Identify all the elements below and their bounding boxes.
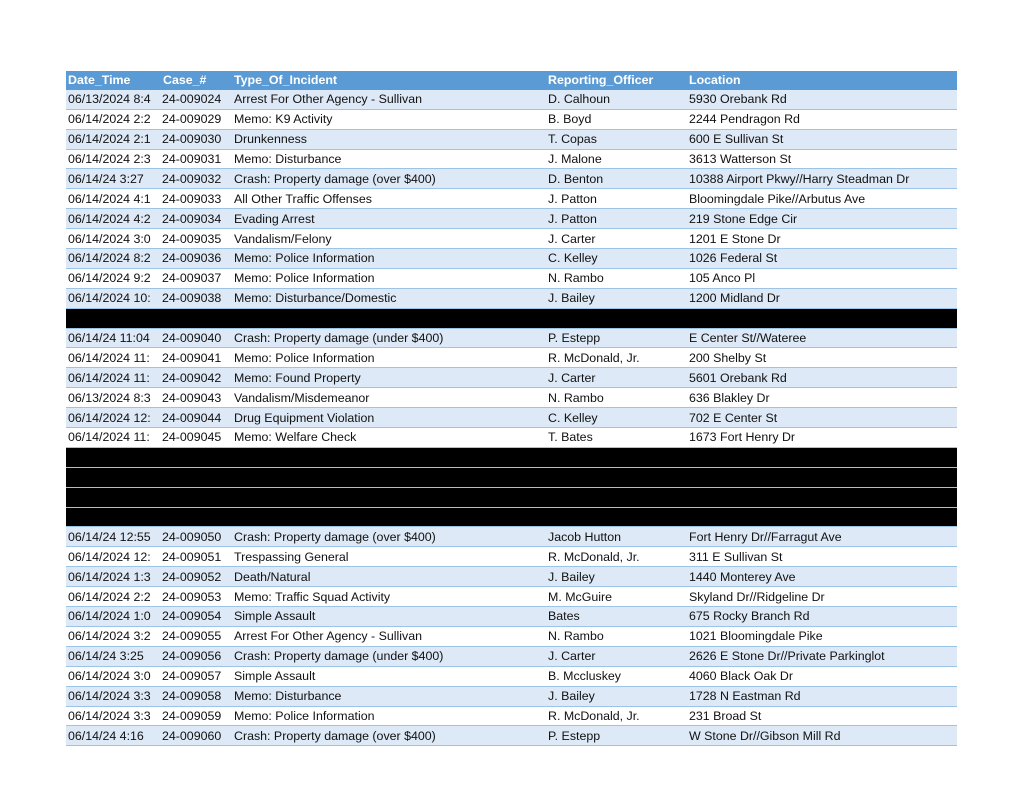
cell-type-of-incident: Memo: K9 Activity	[232, 109, 546, 129]
cell-date-time: 06/14/2024 2:2	[66, 109, 161, 129]
redacted-row	[66, 487, 957, 507]
cell-case-number: 24-009056	[161, 646, 232, 666]
cell-date-time: 06/14/24 11:04	[66, 328, 161, 348]
table-row	[66, 368, 957, 388]
cell-reporting-officer: C. Kelley	[546, 249, 687, 269]
table-row	[66, 726, 957, 746]
cell-case-number: 24-009059	[161, 706, 232, 726]
table-row	[66, 587, 957, 607]
cell-type-of-incident: Memo: Police Information	[232, 268, 546, 288]
cell-location: 675 Rocky Branch Rd	[687, 607, 957, 627]
cell-location: 1440 Monterey Ave	[687, 567, 957, 587]
cell-type-of-incident: Arrest For Other Agency - Sullivan	[232, 90, 546, 109]
table-row	[66, 90, 957, 109]
cell-date-time: 06/14/2024 12:	[66, 408, 161, 428]
cell-date-time: 06/13/2024 8:4	[66, 90, 161, 109]
cell-location: Bloomingdale Pike//Arbutus Ave	[687, 189, 957, 209]
cell-case-number: 24-009050	[161, 527, 232, 547]
cell-case-number: 24-009055	[161, 626, 232, 646]
cell-date-time: 06/14/2024 3:0	[66, 666, 161, 686]
cell-type-of-incident: Drug Equipment Violation	[232, 408, 546, 428]
redaction-bar	[546, 487, 687, 507]
cell-case-number: 24-009024	[161, 90, 232, 109]
cell-case-number: 24-009038	[161, 288, 232, 308]
cell-case-number: 24-009044	[161, 408, 232, 428]
redaction-bar	[546, 507, 687, 527]
cell-type-of-incident: Evading Arrest	[232, 209, 546, 229]
cell-reporting-officer: M. McGuire	[546, 587, 687, 607]
table-row	[66, 686, 957, 706]
cell-reporting-officer: J. Patton	[546, 189, 687, 209]
cell-case-number: 24-009045	[161, 428, 232, 448]
cell-type-of-incident: Memo: Disturbance/Domestic	[232, 288, 546, 308]
cell-case-number: 24-009043	[161, 388, 232, 408]
redaction-bar	[232, 308, 546, 328]
cell-reporting-officer: R. McDonald, Jr.	[546, 706, 687, 726]
header-case-number: Case_#	[161, 71, 232, 90]
table-row	[66, 249, 957, 269]
cell-location: 600 E Sullivan St	[687, 129, 957, 149]
cell-case-number: 24-009051	[161, 547, 232, 567]
redaction-bar	[66, 447, 161, 467]
table-row	[66, 527, 957, 547]
cell-location: 1673 Fort Henry Dr	[687, 428, 957, 448]
header-location: Location	[687, 71, 957, 90]
redaction-bar	[66, 507, 161, 527]
cell-location: 200 Shelby St	[687, 348, 957, 368]
table-row	[66, 229, 957, 249]
incident-table	[66, 71, 957, 746]
cell-case-number: 24-009037	[161, 268, 232, 288]
cell-type-of-incident: Memo: Welfare Check	[232, 428, 546, 448]
table-row	[66, 567, 957, 587]
redaction-bar	[687, 507, 957, 527]
cell-case-number: 24-009057	[161, 666, 232, 686]
cell-reporting-officer: J. Bailey	[546, 567, 687, 587]
table-row	[66, 666, 957, 686]
cell-reporting-officer: N. Rambo	[546, 626, 687, 646]
cell-reporting-officer: D. Calhoun	[546, 90, 687, 109]
cell-date-time: 06/14/2024 2:3	[66, 149, 161, 169]
cell-date-time: 06/14/2024 3:0	[66, 229, 161, 249]
cell-case-number: 24-009040	[161, 328, 232, 348]
cell-reporting-officer: J. Patton	[546, 209, 687, 229]
table-header	[66, 71, 957, 90]
redaction-bar	[687, 447, 957, 467]
cell-reporting-officer: R. McDonald, Jr.	[546, 547, 687, 567]
table-row	[66, 129, 957, 149]
cell-reporting-officer: J. Bailey	[546, 686, 687, 706]
cell-location: 2244 Pendragon Rd	[687, 109, 957, 129]
cell-type-of-incident: Crash: Property damage (under $400)	[232, 646, 546, 666]
header-type-of-incident: Type_Of_Incident	[232, 71, 546, 90]
cell-case-number: 24-009053	[161, 587, 232, 607]
table-row	[66, 646, 957, 666]
cell-location: E Center St//Wateree	[687, 328, 957, 348]
cell-reporting-officer: J. Carter	[546, 646, 687, 666]
cell-location: 10388 Airport Pkwy//Harry Steadman Dr	[687, 169, 957, 189]
cell-case-number: 24-009054	[161, 607, 232, 627]
cell-case-number: 24-009042	[161, 368, 232, 388]
redaction-bar	[161, 447, 232, 467]
cell-location: 702 E Center St	[687, 408, 957, 428]
table-row	[66, 169, 957, 189]
cell-date-time: 06/14/2024 4:2	[66, 209, 161, 229]
redacted-row	[66, 507, 957, 527]
redaction-bar	[546, 308, 687, 328]
header-reporting-officer: Reporting_Officer	[546, 71, 687, 90]
cell-date-time: 06/14/2024 11:	[66, 348, 161, 368]
cell-date-time: 06/14/24 3:25	[66, 646, 161, 666]
cell-location: 5601 Orebank Rd	[687, 368, 957, 388]
redaction-bar	[66, 467, 161, 487]
cell-location: 219 Stone Edge Cir	[687, 209, 957, 229]
redaction-bar	[161, 487, 232, 507]
cell-reporting-officer: Bates	[546, 607, 687, 627]
cell-type-of-incident: Simple Assault	[232, 666, 546, 686]
cell-type-of-incident: Crash: Property damage (over $400)	[232, 527, 546, 547]
cell-case-number: 24-009030	[161, 129, 232, 149]
table-row	[66, 328, 957, 348]
cell-date-time: 06/14/2024 11:	[66, 428, 161, 448]
redaction-bar	[232, 467, 546, 487]
cell-reporting-officer: J. Carter	[546, 368, 687, 388]
table-row	[66, 408, 957, 428]
cell-location: 311 E Sullivan St	[687, 547, 957, 567]
redacted-row	[66, 467, 957, 487]
table-body	[66, 90, 957, 746]
cell-type-of-incident: Arrest For Other Agency - Sullivan	[232, 626, 546, 646]
table-row	[66, 109, 957, 129]
redaction-bar	[687, 487, 957, 507]
cell-reporting-officer: J. Malone	[546, 149, 687, 169]
cell-reporting-officer: B. Mccluskey	[546, 666, 687, 686]
redaction-bar	[232, 507, 546, 527]
redaction-bar	[687, 308, 957, 328]
cell-date-time: 06/14/2024 4:1	[66, 189, 161, 209]
cell-location: 1200 Midland Dr	[687, 288, 957, 308]
cell-reporting-officer: T. Bates	[546, 428, 687, 448]
cell-type-of-incident: Memo: Police Information	[232, 348, 546, 368]
cell-date-time: 06/14/2024 2:1	[66, 129, 161, 149]
redaction-bar	[546, 467, 687, 487]
cell-location: 2626 E Stone Dr//Private Parkinglot	[687, 646, 957, 666]
table-row	[66, 189, 957, 209]
redaction-bar	[66, 308, 161, 328]
cell-date-time: 06/14/2024 2:2	[66, 587, 161, 607]
cell-type-of-incident: Crash: Property damage (under $400)	[232, 328, 546, 348]
cell-type-of-incident: Memo: Disturbance	[232, 149, 546, 169]
cell-date-time: 06/14/24 3:27	[66, 169, 161, 189]
cell-location: 1201 E Stone Dr	[687, 229, 957, 249]
cell-location: 1026 Federal St	[687, 249, 957, 269]
cell-location: 4060 Black Oak Dr	[687, 666, 957, 686]
cell-case-number: 24-009035	[161, 229, 232, 249]
redaction-bar	[161, 507, 232, 527]
cell-reporting-officer: N. Rambo	[546, 388, 687, 408]
cell-date-time: 06/14/2024 8:2	[66, 249, 161, 269]
cell-location: 231 Broad St	[687, 706, 957, 726]
redacted-row	[66, 447, 957, 467]
cell-date-time: 06/14/2024 9:2	[66, 268, 161, 288]
table-row	[66, 348, 957, 368]
cell-case-number: 24-009060	[161, 726, 232, 746]
cell-type-of-incident: Vandalism/Felony	[232, 229, 546, 249]
cell-location: 1021 Bloomingdale Pike	[687, 626, 957, 646]
cell-location: 1728 N Eastman Rd	[687, 686, 957, 706]
cell-location: 5930 Orebank Rd	[687, 90, 957, 109]
cell-location: 3613 Watterson St	[687, 149, 957, 169]
cell-reporting-officer: P. Estepp	[546, 328, 687, 348]
cell-case-number: 24-009041	[161, 348, 232, 368]
cell-location: Skyland Dr//Ridgeline Dr	[687, 587, 957, 607]
cell-type-of-incident: Memo: Police Information	[232, 249, 546, 269]
table-row	[66, 288, 957, 308]
cell-date-time: 06/14/2024 1:0	[66, 607, 161, 627]
cell-case-number: 24-009034	[161, 209, 232, 229]
cell-reporting-officer: C. Kelley	[546, 408, 687, 428]
cell-date-time: 06/14/2024 3:2	[66, 626, 161, 646]
cell-type-of-incident: Drunkenness	[232, 129, 546, 149]
cell-date-time: 06/14/2024 1:3	[66, 567, 161, 587]
table-row	[66, 149, 957, 169]
cell-reporting-officer: Jacob Hutton	[546, 527, 687, 547]
cell-reporting-officer: D. Benton	[546, 169, 687, 189]
cell-reporting-officer: T. Copas	[546, 129, 687, 149]
cell-reporting-officer: J. Bailey	[546, 288, 687, 308]
cell-date-time: 06/13/2024 8:3	[66, 388, 161, 408]
cell-type-of-incident: Memo: Disturbance	[232, 686, 546, 706]
cell-date-time: 06/14/2024 3:3	[66, 686, 161, 706]
redaction-bar	[161, 308, 232, 328]
cell-type-of-incident: Trespassing General	[232, 547, 546, 567]
redaction-bar	[66, 487, 161, 507]
table-row	[66, 547, 957, 567]
table-row	[66, 428, 957, 448]
redaction-bar	[161, 467, 232, 487]
cell-type-of-incident: Vandalism/Misdemeanor	[232, 388, 546, 408]
table-row	[66, 209, 957, 229]
cell-reporting-officer: J. Carter	[546, 229, 687, 249]
cell-case-number: 24-009029	[161, 109, 232, 129]
cell-date-time: 06/14/2024 11:	[66, 368, 161, 388]
table-row	[66, 626, 957, 646]
redaction-bar	[546, 447, 687, 467]
cell-location: Fort Henry Dr//Farragut Ave	[687, 527, 957, 547]
redacted-row	[66, 308, 957, 328]
cell-location: 636 Blakley Dr	[687, 388, 957, 408]
header-date-time: Date_Time	[66, 71, 161, 90]
cell-date-time: 06/14/2024 12:	[66, 547, 161, 567]
cell-date-time: 06/14/24 4:16	[66, 726, 161, 746]
cell-location: 105 Anco Pl	[687, 268, 957, 288]
cell-type-of-incident: Memo: Found Property	[232, 368, 546, 388]
redaction-bar	[687, 467, 957, 487]
table-row	[66, 388, 957, 408]
redaction-bar	[232, 487, 546, 507]
cell-date-time: 06/14/2024 3:3	[66, 706, 161, 726]
cell-type-of-incident: All Other Traffic Offenses	[232, 189, 546, 209]
table-row	[66, 706, 957, 726]
cell-case-number: 24-009031	[161, 149, 232, 169]
cell-reporting-officer: R. McDonald, Jr.	[546, 348, 687, 368]
cell-date-time: 06/14/2024 10:	[66, 288, 161, 308]
cell-case-number: 24-009058	[161, 686, 232, 706]
header-row	[66, 71, 957, 90]
table-row	[66, 268, 957, 288]
cell-type-of-incident: Crash: Property damage (over $400)	[232, 726, 546, 746]
cell-case-number: 24-009036	[161, 249, 232, 269]
cell-reporting-officer: N. Rambo	[546, 268, 687, 288]
redaction-bar	[232, 447, 546, 467]
cell-case-number: 24-009033	[161, 189, 232, 209]
cell-type-of-incident: Memo: Police Information	[232, 706, 546, 726]
cell-case-number: 24-009032	[161, 169, 232, 189]
cell-date-time: 06/14/24 12:55	[66, 527, 161, 547]
cell-type-of-incident: Memo: Traffic Squad Activity	[232, 587, 546, 607]
cell-reporting-officer: B. Boyd	[546, 109, 687, 129]
cell-location: W Stone Dr//Gibson Mill Rd	[687, 726, 957, 746]
cell-type-of-incident: Death/Natural	[232, 567, 546, 587]
cell-type-of-incident: Simple Assault	[232, 607, 546, 627]
cell-reporting-officer: P. Estepp	[546, 726, 687, 746]
cell-case-number: 24-009052	[161, 567, 232, 587]
cell-type-of-incident: Crash: Property damage (over $400)	[232, 169, 546, 189]
table-row	[66, 607, 957, 627]
